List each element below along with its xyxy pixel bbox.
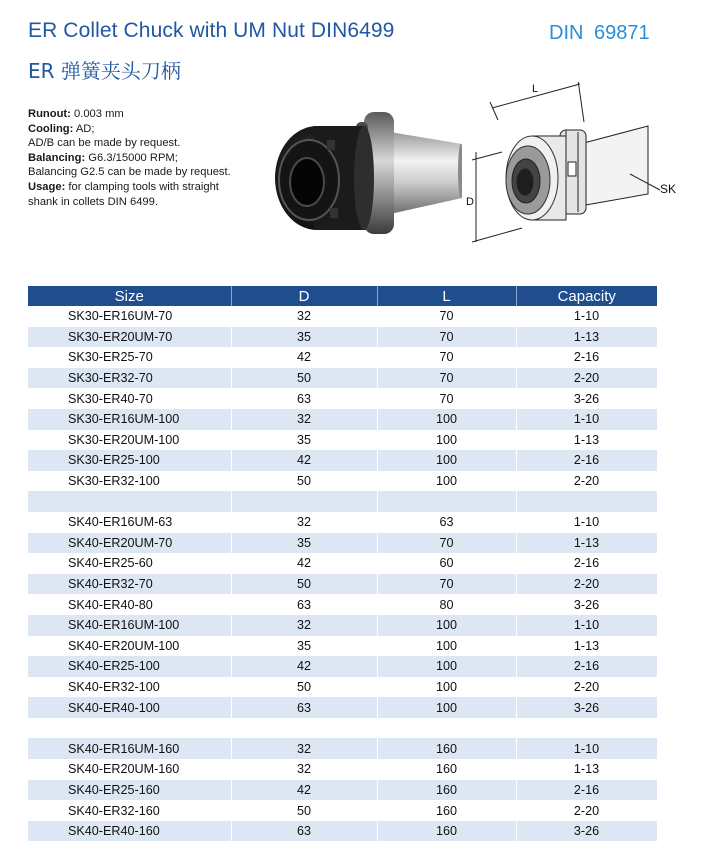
spec-text: shank in collets DIN 6499. xyxy=(28,195,158,208)
cell-size: SK40-ER40-80 xyxy=(28,594,231,615)
spec-line xyxy=(28,151,268,166)
cell-size: SK40-ER20UM-100 xyxy=(28,636,231,657)
cell-capacity: 2-16 xyxy=(516,347,657,368)
spec-line xyxy=(28,107,268,122)
cell-l: 160 xyxy=(377,759,516,780)
table-spacer-row xyxy=(28,718,657,739)
cell-d: 35 xyxy=(231,327,377,348)
cell-capacity: 2-16 xyxy=(516,553,657,574)
technical-drawing xyxy=(462,82,702,252)
spec-line xyxy=(28,195,268,210)
cell-capacity: 3-26 xyxy=(516,594,657,615)
table-row xyxy=(28,388,657,409)
cell-capacity: 1-10 xyxy=(516,409,657,430)
table-row xyxy=(28,780,657,801)
cell-d xyxy=(231,491,377,512)
cell-l: 70 xyxy=(377,533,516,554)
table-spacer-row xyxy=(28,491,657,512)
table-header-row xyxy=(28,286,657,306)
cell-d: 42 xyxy=(231,450,377,471)
cell-d: 63 xyxy=(231,594,377,615)
cell-d: 42 xyxy=(231,553,377,574)
spec-line xyxy=(28,180,268,195)
cell-size: SK30-ER25-100 xyxy=(28,450,231,471)
dimension-label-D: D xyxy=(466,196,474,208)
table-row xyxy=(28,533,657,554)
cell-d: 32 xyxy=(231,512,377,533)
cell-capacity: 2-20 xyxy=(516,471,657,492)
table-row xyxy=(28,636,657,657)
table-row xyxy=(28,368,657,389)
cell-size: SK30-ER32-70 xyxy=(28,368,231,389)
cell-l: 100 xyxy=(377,409,516,430)
table-row xyxy=(28,409,657,430)
cell-capacity: 1-13 xyxy=(516,327,657,348)
spec-label: Balancing: xyxy=(28,151,86,164)
cell-d: 35 xyxy=(231,533,377,554)
spec-text: for clamping tools with straight xyxy=(65,180,219,193)
cell-d: 42 xyxy=(231,656,377,677)
spec-text: AD; xyxy=(73,122,95,135)
spec-line xyxy=(28,122,268,137)
cell-capacity: 1-13 xyxy=(516,533,657,554)
cell-size xyxy=(28,491,231,512)
cell-capacity: 1-10 xyxy=(516,306,657,327)
cell-d xyxy=(231,718,377,739)
cell-l: 160 xyxy=(377,780,516,801)
cell-size: SK40-ER16UM-160 xyxy=(28,738,231,759)
cell-l: 100 xyxy=(377,450,516,471)
spec-label: Cooling: xyxy=(28,122,74,135)
cell-capacity: 1-13 xyxy=(516,636,657,657)
dimension-label-L: L xyxy=(532,83,539,95)
cell-l: 70 xyxy=(377,306,516,327)
cell-capacity: 3-26 xyxy=(516,697,657,718)
cell-l: 70 xyxy=(377,327,516,348)
cell-size: SK30-ER16UM-100 xyxy=(28,409,231,430)
spec-list xyxy=(28,107,268,209)
dimension-label-SK: SK xyxy=(660,182,677,196)
cell-d: 32 xyxy=(231,738,377,759)
table-row xyxy=(28,553,657,574)
cell-size: SK40-ER16UM-100 xyxy=(28,615,231,636)
cell-size: SK30-ER20UM-100 xyxy=(28,430,231,451)
cell-size: SK40-ER16UM-63 xyxy=(28,512,231,533)
cell-capacity: 1-13 xyxy=(516,430,657,451)
cell-d: 50 xyxy=(231,471,377,492)
cell-l: 70 xyxy=(377,388,516,409)
table-row xyxy=(28,759,657,780)
cell-l xyxy=(377,491,516,512)
table-row xyxy=(28,430,657,451)
cell-capacity: 3-26 xyxy=(516,821,657,842)
cell-size: SK40-ER32-160 xyxy=(28,800,231,821)
cell-capacity: 1-10 xyxy=(516,615,657,636)
spec-label: Runout: xyxy=(28,108,71,120)
spec-line xyxy=(28,136,268,151)
cell-d: 50 xyxy=(231,574,377,595)
cell-d: 32 xyxy=(231,409,377,430)
spec-text: AD/B can be made by request. xyxy=(28,137,181,150)
cell-size: SK30-ER25-70 xyxy=(28,347,231,368)
cell-l: 100 xyxy=(377,430,516,451)
cell-size: SK40-ER20UM-160 xyxy=(28,759,231,780)
table-row xyxy=(28,677,657,698)
cell-d: 63 xyxy=(231,697,377,718)
cell-capacity: 1-10 xyxy=(516,512,657,533)
page-title-cn: ER 弹簧夹头刀柄 xyxy=(28,59,181,83)
table-row xyxy=(28,697,657,718)
cell-l: 70 xyxy=(377,347,516,368)
table-row xyxy=(28,821,657,842)
page-title-en: ER Collet Chuck with UM Nut DIN6499 xyxy=(28,19,395,42)
cell-size: SK40-ER40-160 xyxy=(28,821,231,842)
cell-l: 160 xyxy=(377,821,516,842)
table-row xyxy=(28,327,657,348)
cell-d: 35 xyxy=(231,636,377,657)
cell-l: 160 xyxy=(377,738,516,759)
cell-l: 100 xyxy=(377,471,516,492)
cell-l: 100 xyxy=(377,636,516,657)
cell-capacity: 1-13 xyxy=(516,759,657,780)
table-row xyxy=(28,656,657,677)
cell-d: 35 xyxy=(231,430,377,451)
table-row xyxy=(28,594,657,615)
product-photo xyxy=(272,100,462,260)
cell-capacity: 2-20 xyxy=(516,574,657,595)
cell-d: 50 xyxy=(231,800,377,821)
cell-d: 32 xyxy=(231,615,377,636)
cell-d: 63 xyxy=(231,388,377,409)
cell-l: 70 xyxy=(377,368,516,389)
cell-size: SK40-ER25-100 xyxy=(28,656,231,677)
cell-l: 80 xyxy=(377,594,516,615)
cell-capacity: 2-16 xyxy=(516,450,657,471)
column-header-capacity: Capacity xyxy=(516,286,657,306)
table-row xyxy=(28,347,657,368)
cell-l: 100 xyxy=(377,697,516,718)
spec-line xyxy=(28,165,268,180)
column-header-size: Size xyxy=(28,286,231,306)
cell-capacity: 1-10 xyxy=(516,738,657,759)
standard-label: DIN 69871 xyxy=(549,22,650,44)
cell-d: 42 xyxy=(231,347,377,368)
cell-size: SK40-ER32-100 xyxy=(28,677,231,698)
cell-l: 70 xyxy=(377,574,516,595)
cell-capacity: 3-26 xyxy=(516,388,657,409)
cell-d: 50 xyxy=(231,677,377,698)
cell-l: 60 xyxy=(377,553,516,574)
cell-l xyxy=(377,718,516,739)
cell-size: SK30-ER40-70 xyxy=(28,388,231,409)
cell-l: 160 xyxy=(377,800,516,821)
table-row xyxy=(28,512,657,533)
cell-d: 42 xyxy=(231,780,377,801)
cell-d: 63 xyxy=(231,821,377,842)
cell-size: SK40-ER40-100 xyxy=(28,697,231,718)
cell-capacity xyxy=(516,718,657,739)
cell-capacity xyxy=(516,491,657,512)
table-row xyxy=(28,471,657,492)
cell-size xyxy=(28,718,231,739)
cell-d: 32 xyxy=(231,759,377,780)
cell-l: 100 xyxy=(377,656,516,677)
cell-capacity: 2-20 xyxy=(516,677,657,698)
cell-capacity: 2-16 xyxy=(516,656,657,677)
cell-d: 50 xyxy=(231,368,377,389)
spec-text: Balancing G2.5 can be made by request. xyxy=(28,166,231,179)
cell-size: SK30-ER32-100 xyxy=(28,471,231,492)
cell-size: SK40-ER25-60 xyxy=(28,553,231,574)
table-row xyxy=(28,574,657,595)
column-header-d: D xyxy=(231,286,377,306)
cell-size: SK30-ER20UM-70 xyxy=(28,327,231,348)
cell-l: 100 xyxy=(377,677,516,698)
cell-capacity: 2-20 xyxy=(516,368,657,389)
table-row xyxy=(28,450,657,471)
spec-text: 0.003 mm xyxy=(70,108,124,120)
cell-capacity: 2-16 xyxy=(516,780,657,801)
cell-size: SK40-ER32-70 xyxy=(28,574,231,595)
cell-size: SK40-ER25-160 xyxy=(28,780,231,801)
table-row xyxy=(28,738,657,759)
cell-l: 63 xyxy=(377,512,516,533)
cell-d: 32 xyxy=(231,306,377,327)
cell-l: 100 xyxy=(377,615,516,636)
spec-text: G6.3/15000 RPM; xyxy=(85,151,178,164)
cell-capacity: 2-20 xyxy=(516,800,657,821)
table-row xyxy=(28,306,657,327)
table-row xyxy=(28,800,657,821)
table-row xyxy=(28,615,657,636)
spec-label: Usage: xyxy=(28,180,66,193)
cell-size: SK30-ER16UM-70 xyxy=(28,306,231,327)
cell-size: SK40-ER20UM-70 xyxy=(28,533,231,554)
spec-table xyxy=(28,286,658,841)
column-header-l: L xyxy=(377,286,516,306)
